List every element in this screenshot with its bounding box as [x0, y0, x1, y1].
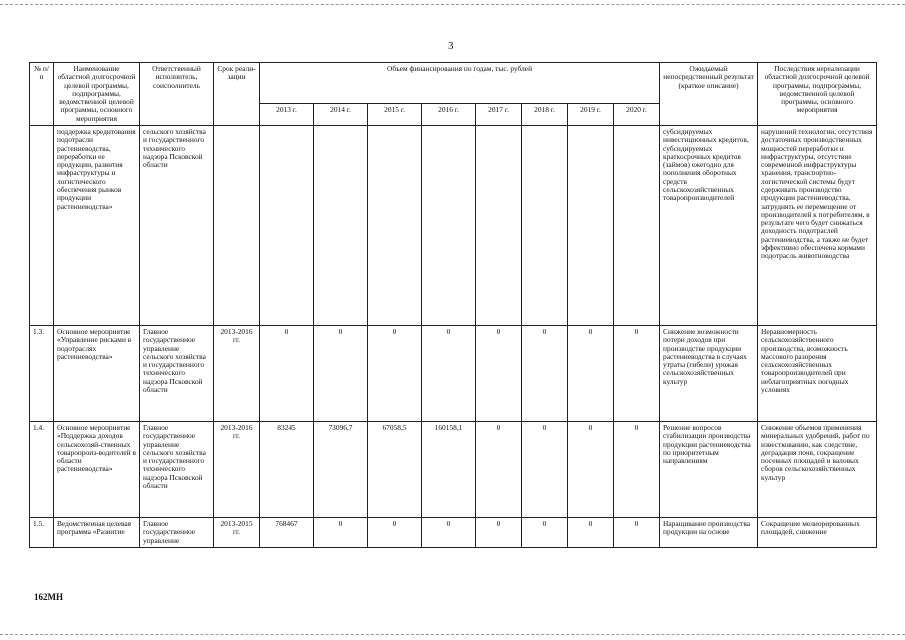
scan-bottom-edge	[0, 634, 905, 635]
row-responsible: сельского хозяйства и государственного технического надзора Псковской области	[140, 125, 214, 325]
row-value: 768467	[260, 517, 314, 547]
row-expected: субсидируемых инвестиционных кредитов, субсидируемых краткосрочных кредитов (займов) ежегодно для пополнения оборотных средств сельскохозяйственных товаропроизводителей	[660, 125, 758, 325]
row-term: 2013-2016 гг.	[214, 325, 260, 421]
row-value	[614, 125, 660, 325]
header-consequences: Последствия нереализации областной долгосрочной целевой программы, подпрограммы, ведомственной целевой программы, основного мероприятия	[758, 63, 877, 126]
row-value: 0	[522, 325, 568, 421]
row-name: Ведомственная целевая программа «Развитие	[54, 517, 140, 547]
header-no: № п/п	[30, 63, 54, 126]
row-value: 0	[476, 421, 522, 517]
row-consequences: Снижение объемов применения минеральных удобрений, работ по известкованию, как следствие, деградация почв, сокращение посевных площадей и валовых сборов сельскохозяйственных культур	[758, 421, 877, 517]
row-no	[30, 125, 54, 325]
document-code: 162МН	[34, 592, 63, 602]
row-value: 0	[522, 517, 568, 547]
row-value: 67058,5	[368, 421, 422, 517]
table-row	[30, 325, 877, 421]
row-value: 0	[568, 421, 614, 517]
row-value: 0	[614, 517, 660, 547]
row-value: 0	[522, 421, 568, 517]
row-name: поддержка кредитования подотрасли растениеводства, переработки ее продукции, развития инфраструктуры и логистического обеспечения рынков продукции растениеводства»	[54, 125, 140, 325]
row-value: 160158,1	[422, 421, 476, 517]
header-term: Срок реали-зации	[214, 63, 260, 126]
row-no: 1.3.	[30, 325, 54, 421]
row-consequences: Неравномерность сельскохозяйственного производства, возможность массового разорения сельскохозяйственных товаропроизводителей при неблагоприятных погодных условиях	[758, 325, 877, 421]
row-value	[568, 125, 614, 325]
row-term: 2013-2016 гг.	[214, 421, 260, 517]
row-responsible: Главное государственное управление	[140, 517, 214, 547]
row-value: 0	[422, 325, 476, 421]
table-row	[30, 421, 877, 517]
row-value: 0	[476, 325, 522, 421]
row-name: Основное мероприятие «Поддержка доходов сельскохозяй-ственных товаропроиз-водителей в области растениеводства»	[54, 421, 140, 517]
row-expected: Наращивание производства продукции на основе	[660, 517, 758, 547]
row-expected: Решение вопросов стабилизации производства продукции растениеводства по приоритетным направлениям	[660, 421, 758, 517]
row-value: 0	[260, 325, 314, 421]
row-value: 0	[568, 325, 614, 421]
row-expected: Снижение возможности потери доходов при производстве продукции растениеводства в случаях утраты (гибели) урожая сельскохозяйственных культур	[660, 325, 758, 421]
page-number: 3	[448, 40, 454, 52]
row-value	[422, 125, 476, 325]
row-consequences: Сокращение мелиорированных площадей, снижение	[758, 517, 877, 547]
header-year: 2018 г.	[522, 103, 568, 125]
row-no: 1.5.	[30, 517, 54, 547]
row-value	[314, 125, 368, 325]
row-value: 0	[422, 517, 476, 547]
header-row-top	[30, 63, 877, 104]
row-value: 0	[368, 517, 422, 547]
row-value: 0	[568, 517, 614, 547]
row-value	[260, 125, 314, 325]
header-year: 2017 г.	[476, 103, 522, 125]
header-name: Наименование областной долгосрочной целевой программы, подпрограммы, ведомственной целевой программы, основного мероприятия	[54, 63, 140, 126]
row-value	[476, 125, 522, 325]
row-consequences: нарушений технологии, отсутствия достаточных производственных мощностей переработки и инфраструктуры, отсутствие современной инфраструктуры хранения, транспортно-логистической системы будут сдерживать производство продукции растениеводства, затруднять ее перемещение от производителей к потребителям, в результате чего будет снижаться доходность подотраслей растениеводства, а также не будет эффективно обеспечена кормами подотрасль животноводства	[758, 125, 877, 325]
scan-top-edge	[0, 4, 905, 5]
header-year: 2013 г.	[260, 103, 314, 125]
header-year: 2016 г.	[422, 103, 476, 125]
row-value: 0	[614, 421, 660, 517]
row-value: 0	[476, 517, 522, 547]
table-row	[30, 125, 877, 325]
header-financing: Объем финансирования по годам, тыс. рублей	[260, 63, 660, 104]
header-responsible: Ответственный исполнитель, соисполнитель	[140, 63, 214, 126]
row-value: 0	[314, 325, 368, 421]
row-term	[214, 125, 260, 325]
row-term: 2013-2015 гг.	[214, 517, 260, 547]
header-year: 2015 г.	[368, 103, 422, 125]
row-value: 0	[614, 325, 660, 421]
header-year: 2020 г.	[614, 103, 660, 125]
row-value	[368, 125, 422, 325]
row-responsible: Главное государственное управление сельского хозяйства и государственного технического надзора Псковской области	[140, 421, 214, 517]
row-value	[522, 125, 568, 325]
financing-table	[29, 62, 877, 548]
row-value: 0	[314, 517, 368, 547]
table-row	[30, 517, 877, 547]
row-no: 1.4.	[30, 421, 54, 517]
row-value: 83245	[260, 421, 314, 517]
header-year: 2014 г.	[314, 103, 368, 125]
row-value: 73096,7	[314, 421, 368, 517]
row-responsible: Главное государственное управление сельского хозяйства и государственного технического надзора Псковской области	[140, 325, 214, 421]
row-name: Основное мероприятие «Управление рисками в подотраслях растениеводства»	[54, 325, 140, 421]
header-year: 2019 г.	[568, 103, 614, 125]
header-expected: Ожидаемый непосредственный результат (краткое описание)	[660, 63, 758, 126]
row-value: 0	[368, 325, 422, 421]
